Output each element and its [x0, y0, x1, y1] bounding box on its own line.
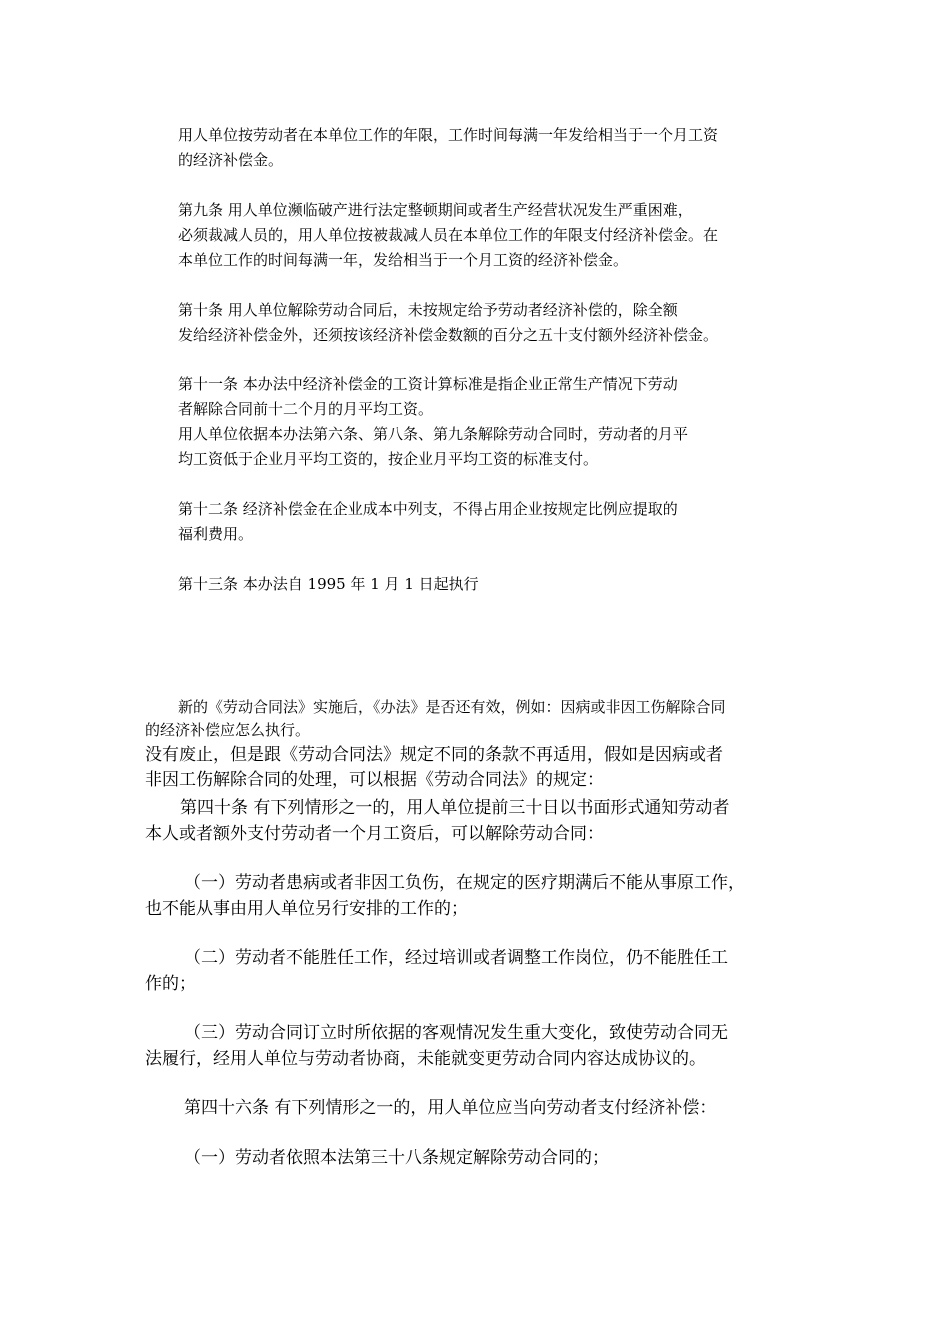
article-40-item-1-line-1: （一）劳动者患病或者非因工负伤，在规定的医疗期满后不能从事原工作，: [184, 873, 745, 893]
answer-line-1: 没有废止，但是跟《劳动合同法》规定不同的条款不再适用，假如是因病或者: [145, 745, 723, 765]
article-40-line-2: 本人或者额外支付劳动者一个月工资后，可以解除劳动合同：: [145, 824, 604, 844]
article-9-line-2: 必须裁减人员的，用人单位按被裁减人员在本单位工作的年限支付经济补偿金。在: [178, 226, 719, 244]
article-9-line-3: 本单位工作的时间每满一年，发给相当于一个月工资的经济补偿金。: [178, 251, 629, 269]
compensation-paragraph-line-2: 的经济补偿金。: [178, 151, 284, 169]
article-10-line-1: 第十条 用人单位解除劳动合同后，未按规定给予劳动者经济补偿的，除全额: [178, 301, 678, 319]
article-11-line-3: 用人单位依据本办法第六条、第八条、第九条解除劳动合同时，劳动者的月平: [178, 425, 689, 443]
article-13: 第十三条 本办法自 1995 年 1 月 1 日起执行: [178, 575, 479, 593]
question-line-1: 新的《劳动合同法》实施后，《办法》是否还有效，例如：因病或非因工伤解除合同: [178, 698, 726, 716]
article-11-line-1: 第十一条 本办法中经济补偿金的工资计算标准是指企业正常生产情况下劳动: [178, 375, 678, 393]
question-line-2: 的经济补偿应怎么执行。: [145, 721, 311, 739]
article-12-line-1: 第十二条 经济补偿金在企业成本中列支，不得占用企业按规定比例应提取的: [178, 500, 678, 518]
article-11-line-2: 者解除合同前十二个月的月平均工资。: [178, 400, 434, 418]
article-46-item-1: （一）劳动者依照本法第三十八条规定解除劳动合同的；: [184, 1148, 609, 1168]
article-12-line-2: 福利费用。: [178, 525, 254, 543]
article-40-item-3-line-2: 法履行，经用人单位与劳动者协商，未能就变更劳动合同内容达成协议的。: [145, 1049, 706, 1069]
article-40-item-3-line-1: （三）劳动合同订立时所依据的客观情况发生重大变化，致使劳动合同无: [184, 1023, 728, 1043]
article-40-item-1-line-2: 也不能从事由用人单位另行安排的工作的；: [145, 899, 468, 919]
article-11-line-4: 均工资低于企业月平均工资的，按企业月平均工资的标准支付。: [178, 450, 599, 468]
article-40-item-2-line-1: （二）劳动者不能胜任工作，经过培训或者调整工作岗位，仍不能胜任工: [184, 948, 728, 968]
answer-line-2: 非因工伤解除合同的处理，可以根据《劳动合同法》的规定：: [145, 770, 604, 790]
article-40-item-2-line-2: 作的；: [145, 974, 196, 994]
article-40-line-1: 第四十条 有下列情形之一的，用人单位提前三十日以书面形式通知劳动者: [180, 798, 730, 818]
article-46: 第四十六条 有下列情形之一的，用人单位应当向劳动者支付经济补偿：: [184, 1098, 717, 1118]
compensation-paragraph-line-1: 用人单位按劳动者在本单位工作的年限，工作时间每满一年发给相当于一个月工资: [178, 126, 719, 144]
article-9-line-1: 第九条 用人单位濒临破产进行法定整顿期间或者生产经营状况发生严重困难，: [178, 201, 693, 219]
article-10-line-2: 发给经济补偿金外，还须按该经济补偿金数额的百分之五十支付额外经济补偿金。: [178, 326, 719, 344]
